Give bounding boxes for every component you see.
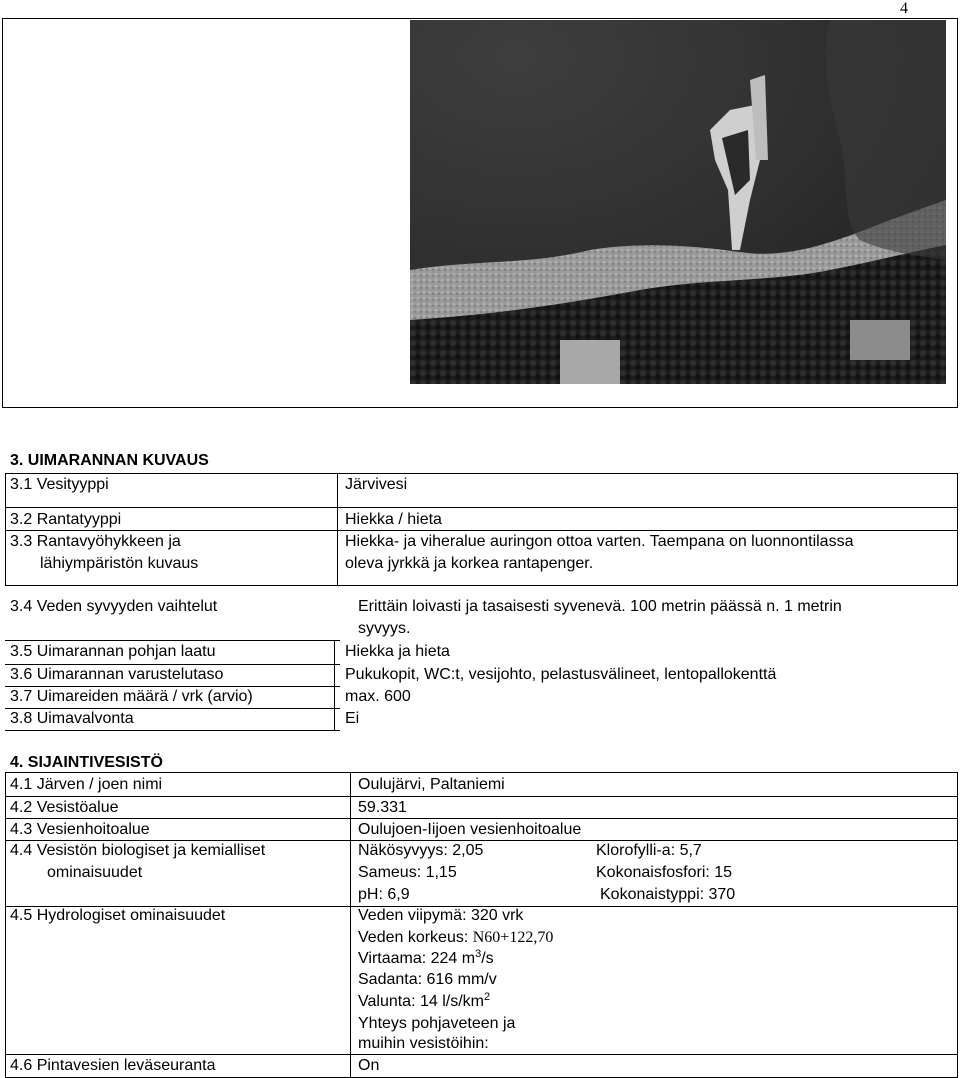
klorofylli-value: Klorofylli-a: 5,7 [596, 842, 702, 859]
row-label: 4.3 Vesienhoitoalue [10, 821, 150, 838]
virtaama-sup: 3 [475, 948, 482, 960]
aerial-photo-image [410, 20, 946, 384]
table3-rule [5, 473, 958, 474]
row-value: 59.331 [358, 799, 407, 816]
row-label: 3.3 Rantavyöhykkeen ja [10, 533, 181, 550]
virtaama-unit: /s [481, 950, 494, 967]
row-value: syvyys. [358, 620, 411, 637]
korkeus-label: Veden korkeus: [358, 929, 473, 946]
row-label: ominaisuudet [47, 864, 143, 881]
table4-rule [5, 772, 958, 773]
section4-heading: 4. SIJAINTIVESISTÖ [10, 754, 163, 771]
viipyma-value: Veden viipymä: 320 vrk [358, 907, 524, 924]
row-value: Pukukopit, WC:t, vesijohto, pelastusvälineet, lentopallokenttä [345, 666, 777, 683]
kokonaisfosfori-value: Kokonaisfosfori: 15 [596, 864, 733, 881]
row-value: Järvivesi [345, 476, 408, 493]
table3-rule [5, 530, 958, 531]
table4-rule [350, 772, 351, 1078]
yhteys-value: Yhteys pohjaveteen ja [358, 1015, 516, 1032]
row-label: 3.2 Rantatyyppi [10, 511, 122, 528]
row-value: Oulujoen-Iijoen vesienhoitoalue [358, 821, 582, 838]
row-value: Erittäin loivasti ja tasaisesti syvenevä. 100 metrin päässä n. 1 metrin [358, 598, 842, 615]
row-label: 4.2 Vesistöalue [10, 799, 119, 816]
row-label: 3.4 Veden syvyyden vaihtelut [10, 598, 218, 615]
korkeus-number: N60+122,70 [472, 929, 554, 946]
table3-rule [5, 507, 958, 508]
row-label: lähiympäristön kuvaus [40, 555, 199, 572]
sameus-value: Sameus: 1,15 [358, 864, 457, 881]
row-value: Hiekka ja hieta [345, 643, 450, 660]
kokonaistyppi-value: Kokonaistyppi: 370 [600, 886, 736, 903]
row-label: 3.8 Uimavalvonta [10, 710, 134, 727]
table4-rule [5, 796, 958, 797]
row-value: oleva jyrkkä ja korkea rantapenger. [345, 555, 594, 572]
valunta-text: Valunta: 14 l/s/km [358, 993, 484, 1010]
table4-rule [5, 772, 6, 1078]
row-label: 3.6 Uimarannan varustelutaso [10, 666, 224, 683]
table3-rule [334, 640, 335, 730]
row-label: 3.7 Uimareiden määrä / vrk (arvio) [10, 688, 253, 705]
row-value: Oulujärvi, Paltaniemi [358, 776, 505, 793]
table4-rule [5, 1054, 958, 1055]
section3-heading: 3. UIMARANNAN KUVAUS [10, 452, 209, 469]
row-label: 4.5 Hydrologiset ominaisuudet [10, 907, 226, 924]
sadanta-value: Sadanta: 616 mm/v [358, 971, 497, 988]
table3-rule [5, 473, 6, 585]
ph-value: pH: 6,9 [358, 886, 410, 903]
row-value: Hiekka / hieta [345, 511, 442, 528]
row-value: max. 600 [345, 688, 411, 705]
row-label: 3.1 Vesityyppi [10, 476, 109, 493]
table3-rule [337, 473, 338, 585]
valunta-sup: 2 [483, 991, 491, 1003]
row-value: Ei [345, 710, 360, 727]
row-label: 3.5 Uimarannan pohjan laatu [10, 643, 216, 660]
table3-rule [5, 730, 340, 731]
yhteys-value: muihin vesistöihin: [358, 1035, 489, 1052]
valunta-value [358, 992, 490, 1012]
table4-rule [5, 818, 958, 819]
row-label: 4.1 Järven / joen nimi [10, 776, 163, 793]
row-label: 4.6 Pintavesien leväseuranta [10, 1057, 216, 1074]
korkeus-value [358, 928, 553, 948]
table3-rule [5, 585, 958, 586]
virtaama-value [358, 949, 494, 969]
virtaama-text: Virtaama: 224 m [358, 950, 476, 967]
nakosyvyys-value: Näkösyvyys: 2,05 [358, 842, 484, 859]
row-value: On [358, 1057, 380, 1074]
table3-rule [5, 640, 340, 641]
row-value: Hiekka- ja viheralue auringon ottoa varten. Taempana on luonnontilassa [345, 533, 854, 550]
page-number: 4 [900, 0, 908, 17]
row-label: 4.4 Vesistön biologiset ja kemialliset [10, 842, 266, 859]
table3-rule [957, 473, 958, 585]
table4-rule [957, 772, 958, 1078]
